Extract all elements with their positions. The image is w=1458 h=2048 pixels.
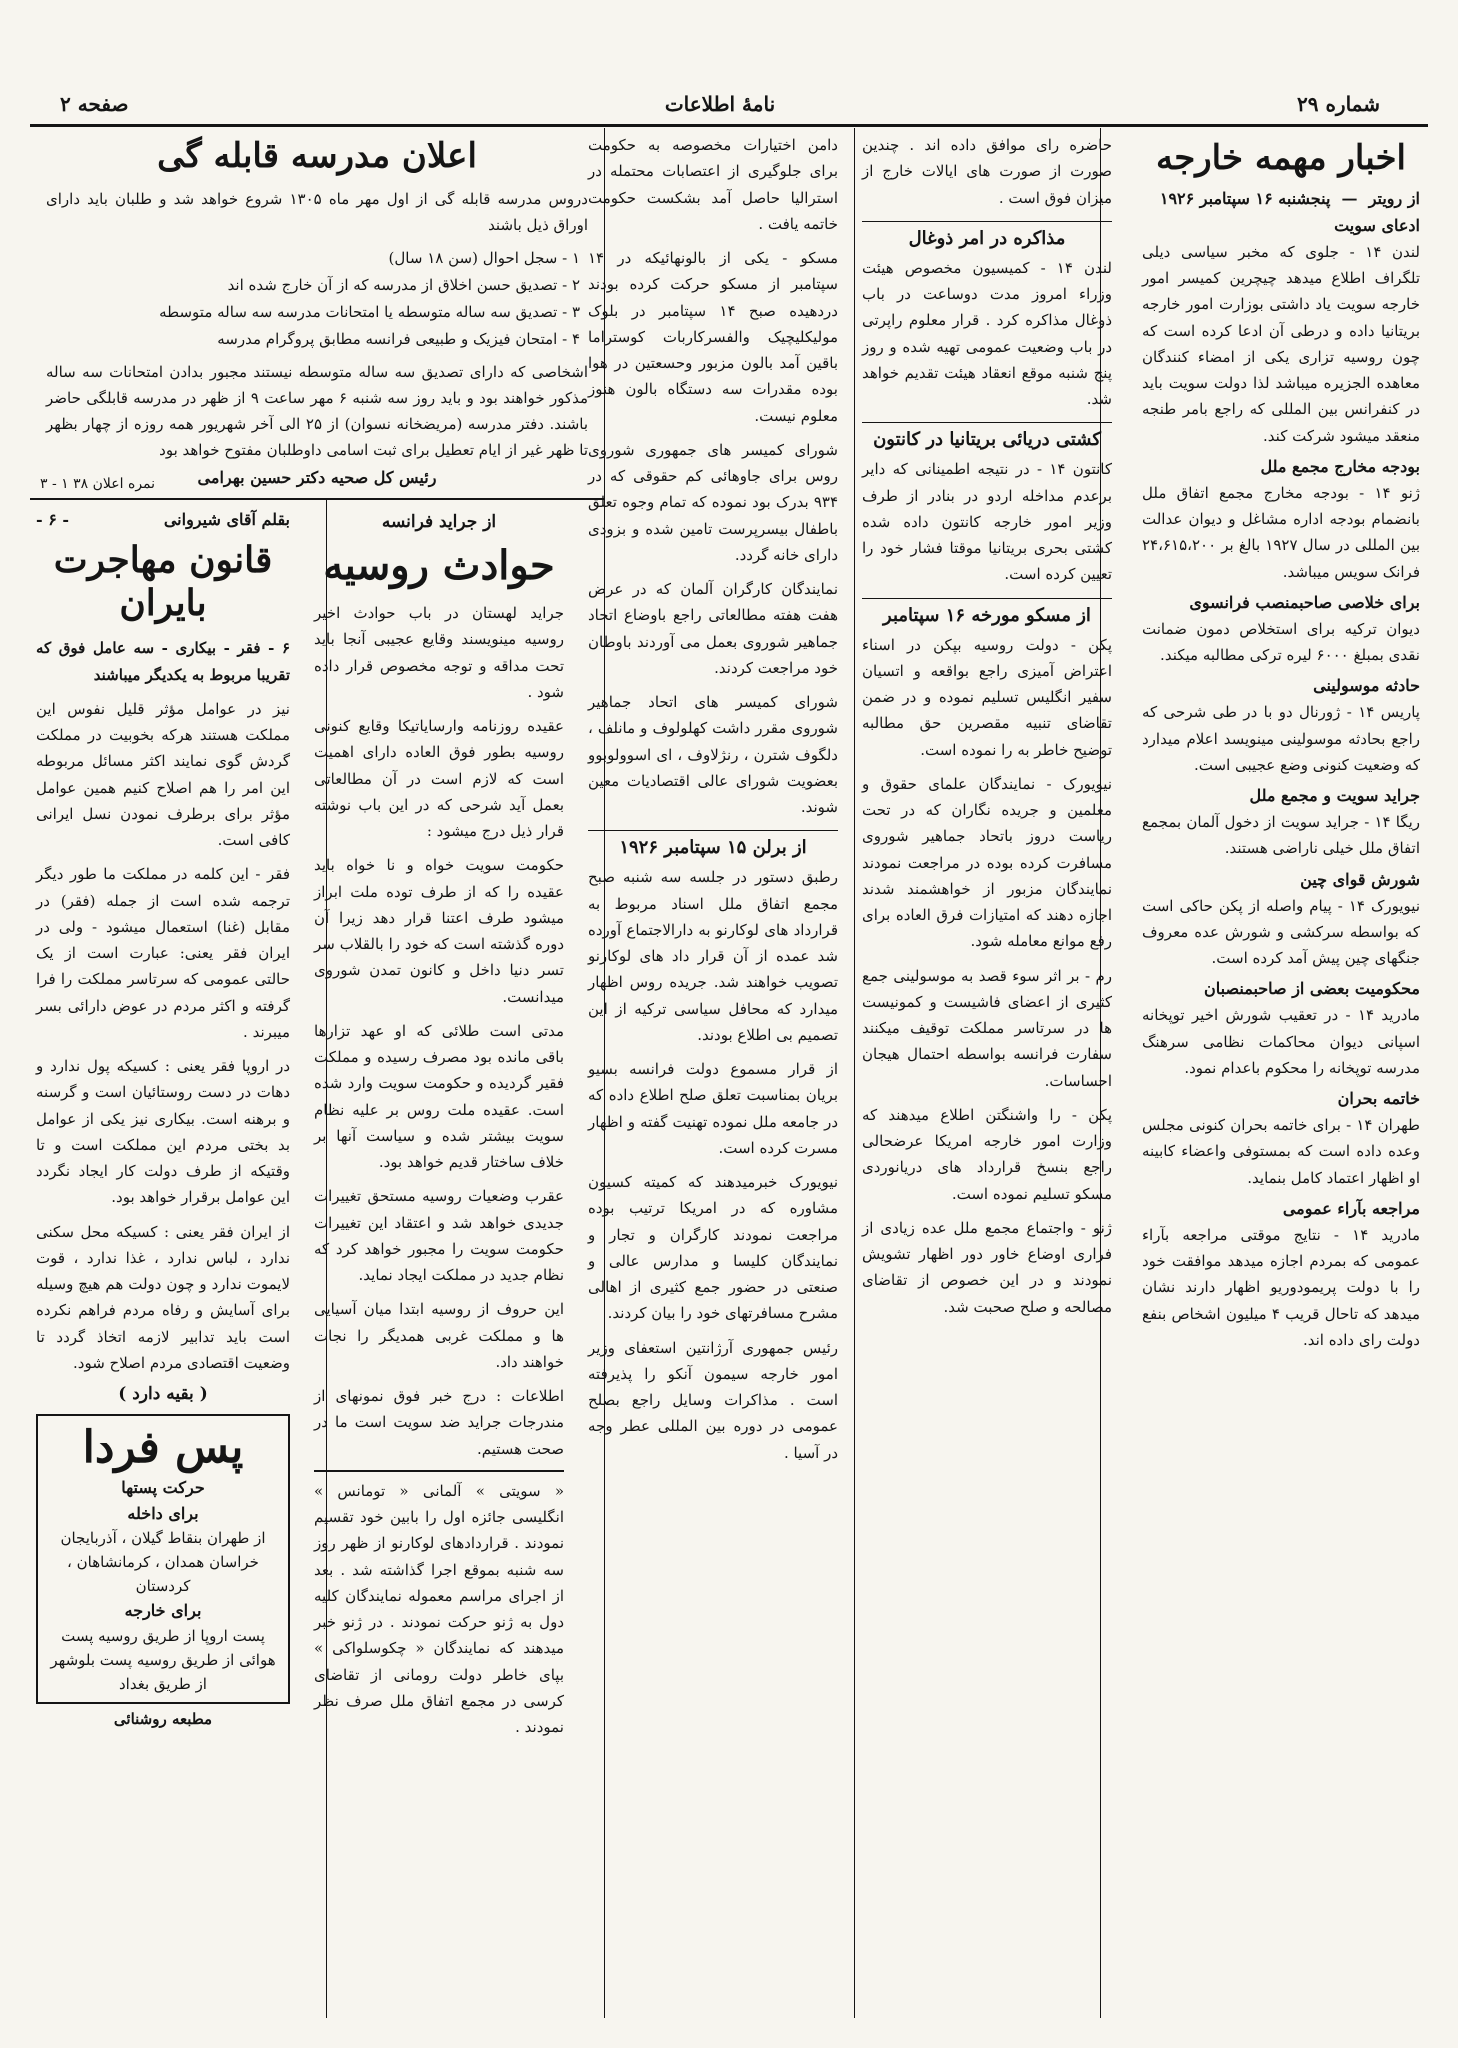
paragraph: نیز در عوامل مؤثر قلیل نفوس این مملکت هستند هرکه بخوبیت در مملکت گردش گوی نمایند اکثر مسائل مربوطه این امر را هم اصلاح کنیم همین عوامل مؤثر برای برطرف نمودن نسل ایرانی کافی است. — [36, 699, 290, 850]
news-body: دیوان ترکیه برای استخلاص دمون ضمانت نقدی بمبلغ ۶۰۰۰ لیره ترکی مطالبه میکند. — [1142, 619, 1420, 665]
news-headline: کشتی دریائی بریتانیا در کانتون — [862, 422, 1112, 450]
notice-text: اشخاصی که دارای تصدیق سه ساله متوسطه نیستند مجبور بدادن امتحانات سه ساله مذکور خواهند بود و باید روز سه شنبه ۶ مهر ساعت ۹ از ظهر در مدرسه قابلگی حاضر باشند. دفتر مدرسه (مریضخانه نسوان) از ۲۵ الی آخر شهریور همه روزه از چهار بظهر تا ظهر غیر از ایام تعطیل برای ثبت اسامی داوطلبان مفتوح خواهد بود — [46, 362, 589, 460]
news-body: کانتون ۱۴ - در نتیجه اطمینانی که داير برعدم مداخله اردو در بنادر از طرف وزیر امور خارجه کانتون داده شده کشتی بحری بریتانیا موقتا فشار خود را تعیین کرده است. — [862, 460, 1112, 584]
news-body: نیویورک خبرمیدهند که کمیته کسیون مشاوره که در امریکا ترتیب بوده مراجعت نمودند کارگران و تجار و نمایندگان کلیسا و مدارس عالی و صنعتی در حضور جمع کثیری از اهالی مشرح مسافرتهای خود را بیان کردند. — [588, 1173, 838, 1323]
news-headline: محکومیت بعضی از صاحبمنصبان — [1204, 979, 1420, 999]
school-notice — [30, 128, 604, 500]
news-headline: برای خلاصی صاحبمنصب فرانسوی — [1189, 592, 1420, 612]
news-headline: از برلن ۱۵ سپتامبر ۱۹۲۶ — [588, 830, 838, 858]
news-body: طهران ۱۴ - برای خاتمه بحران کنونی مجلس وعده داده است که بمستوفی واعضاء کابینه او اظهار اعتماد کامل بنماید. — [1142, 1116, 1420, 1187]
notice-intro: دروس مدرسه قابله گی از اول مهر ماه ۱۳۰۵ شروع خواهد شد و طلبان باید دارای اوراق ذیل باشند — [46, 190, 588, 235]
news-headline: خاتمه بحران — [1337, 1089, 1420, 1109]
dateline: از رویتر — پنجشنبه ۱۶ سپتامبر ۱۹۲۶ — [1159, 188, 1420, 208]
paragraph: شورای کمیسر های اتحاد جماهیر شوروی مقرر داشت کهلولوف و مانلف ، دلگوف شترن ، رنژلاوف ، ای اسوولوبوو بعضویت شورای عالی اقتصادیات معین شوند. — [588, 693, 838, 816]
news-item — [588, 830, 838, 1048]
notice-signature: رئیس کل صحیه دکتر حسین بهرامی — [197, 467, 437, 487]
news-body: مادرید ۱۴ - نتایج موقتی مراجعه بآراء عمومی که بمردم اجازه میدهد موافقت خود را با دولت پریمودوریو اظهار دارند نشان میدهد که تاحال قریب ۴ میلیون اشخاص بنفع دولت رای داده اند. — [1142, 1225, 1421, 1349]
paragraph: جراید لهستان در باب حوادث اخیر روسیه مینویسند وقایع عجیبی آنجا باید تحت مداقه و توجه مخصوص قرار داده شود . — [314, 604, 564, 701]
news-item — [1142, 457, 1420, 585]
news-headline: بودجه مخارج مجمع ملل — [1260, 456, 1420, 476]
section-tag: از جراید فرانسه — [381, 512, 497, 532]
news-body: از قرار مسموع دولت فرانسه بسیو بریان بمناسبت تعلق صلح اطلاع داده که در جامعه ملل نموده تهنیت گفته و اظهار مسرت کرده است. — [588, 1060, 838, 1157]
requirement-item: ۱ - سجل احوال (سن ۱۸ سال) — [388, 248, 580, 267]
column-divider — [854, 128, 855, 2018]
news-item — [1142, 870, 1420, 972]
news-item — [1142, 979, 1420, 1081]
news-headline: ادعای سویت — [1334, 215, 1420, 235]
box-text: از طهران بنقاط گیلان ، آذربایجان خراسان همدان ، کرمانشاهان ، کردستان — [60, 1529, 266, 1596]
paper-name: نامهٔ اطلاعات — [664, 92, 776, 116]
installment-number: - ۶ - — [36, 510, 70, 529]
column-intro: حاضره رای موافق داده اند . چندین صورت از صورت های ایالات خارج از میزان فوق است . — [862, 136, 1112, 207]
paragraph: در اروپا فقر یعنی : کسیکه پول ندارد و دهات در دست روستائیان است و گرسنه و برهنه است. بیکاری نیز یکی از عوامل بد بختی مردم این مملکت است و تا وقتیکه از طرف دولت کار ایجاد نگردد این عوامل برقرار خواهد بود. — [36, 1057, 290, 1207]
page-number: صفحه ۲ — [60, 92, 129, 116]
issue-number: شماره ۲۹ — [1297, 92, 1380, 116]
box-text: پست اروپا از طریق روسیه پست هوائی از طریق روسیه پست بلوشهر از طریق بغداد — [50, 1626, 276, 1693]
news-column-3 — [582, 128, 844, 2018]
news-source: از رویتر — [1368, 188, 1420, 208]
news-body: مادرید ۱۴ - در تعقیب شورش اخیر توپخانه اسپانی دیوان محاکمات نظامی سرهنگ مدرسه توپخانه را محکوم باعدام نمود. — [1142, 1006, 1420, 1077]
paragraph: عقرب وضعیات روسیه مستحق تغییرات جدیدی خواهد شد و اعتقاد این تغییرات حکومت سویت را مجبور خواهد کرد که نظام جدید در مملکت ایجاد نماید. — [314, 1187, 564, 1284]
separator — [314, 1470, 564, 1472]
news-body: ریگا ۱۴ - جراید سویت از دخول آلمان بمجمع اتفاق ملل خیلی ناراضی هستند. — [1142, 813, 1421, 858]
paragraph: اطلاعات : درج خبر فوق نمونهای از مندرجات جراید ضد سویت است ما در صحت هستیم. — [314, 1387, 564, 1458]
paragraph: شورای کمیسر های جمهوری شوروی روس برای جاوهائی کم حقوقی که در ۹۳۴ بدرک بود نموده که تمام وجوه تعلق باطفال بیسرپرست تامین شده و بزودی دارای خانه گردد. — [588, 440, 838, 564]
post-schedule-box — [36, 1414, 290, 1704]
box-subheading: برای داخله — [127, 1503, 199, 1523]
box-subheading: برای خارجه — [124, 1601, 202, 1621]
article-title: حوادث روسیه — [323, 542, 555, 589]
article-title: قانون مهاجرت بایران — [53, 539, 273, 625]
news-headline: حادثه موسولینی — [1313, 676, 1420, 696]
article-subtitle: ۶ - فقر - بیکاری - سه عامل فوق که تقریبا مربوط به یکدیگر میباشند — [36, 639, 290, 684]
news-item — [862, 598, 1112, 763]
news-item — [862, 422, 1112, 587]
news-body: لندن ۱۴ - جلوی که مخبر سیاسی دیلی تلگراف اطلاع میدهد چیچرین کمیسر امور خارجه سویت یاد داشتی بوزارت امور خارجه بریتانیا داده و درطی آن ادعا کرده است که چون روسیه تزاری یکی از امضاء کنندگان معاهده الجزیره میباشد لذا دولت سویت باید در کنفرانس بین المللی که راجع بامر طنجه منعقد میشود شرکت کند. — [1142, 242, 1420, 445]
news-headline: مراجعه بآراء عمومی — [1282, 1198, 1420, 1218]
notice-number: نمره اعلان ۳۸ ۱ - ۳ — [40, 476, 156, 492]
paragraph: « سویتی » آلمانی « تومانس » انگلیسی جائزه اول را بابین خود تقسیم نمودند . قراردادهای لوکارنو از ظهر روز سه شنبه بموقع اجرا گذاشته شد . بعد از اجرای مراسم معموله نمایندگان کلیه دول به ژنو حرکت نمودند . در ژنو خبر میدهند که نمایندگان « چکوسلواکی » بپای خاطر دولت رومانی از تقاضای کرسی در مجمع اتفاق ملل صرف نظر نمودند . — [314, 1481, 564, 1736]
news-body: ژنو - واجتماع مجمع ملل عده زیادی از فراری اوضاع خاور دور اظهار تشویش نمودند و در این خصوص از تقاضای مصالحه و صلح صحبت شد. — [862, 1218, 1112, 1316]
paragraph: نمایندگان کارگران آلمان که در عرض هفت هفته مطالعاتی راجع باوضاع اتحاد جماهیر شوروی بعمل می آوردند باوطان خود مراجعت کردند. — [588, 580, 838, 677]
news-item — [1142, 676, 1420, 778]
news-headline: از مسکو مورخه ۱۶ سپتامبر — [862, 598, 1112, 626]
news-headline: مذاکره در امر ذوغال — [862, 221, 1112, 249]
notice-title: اعلان مدرسه قابله گی — [157, 136, 477, 176]
foreign-news-title: اخبار مهمه خارجه — [1156, 138, 1406, 178]
paragraph: عقیده روزنامه وارسایاتیکا وقایع کنونی روسیه بطور فوق العاده دارای اهمیت است که لازم است در آن مطالعاتی بعمل آید شرحی که در این باب نوشته قرار ذیل درج میشود : — [314, 717, 564, 840]
news-body: رم - بر اثر سوء قصد به موسولینی جمع کثیری از اعضای فاشیست و کمونیست ها در سرتاسر مملکت توقیف میکنند سفارت فرانسه بواسطه احتمال هیجان احساسات. — [862, 966, 1112, 1090]
printer-name: مطبعه روشنائی — [113, 1709, 213, 1728]
box-heading: حرکت پستها — [121, 1477, 205, 1497]
immigration-law-column — [30, 502, 296, 2018]
paragraph: مدتی است طلائی که او عهد تزارها باقی مانده بود مصرف رسیده و مملکت فقیر گردیده و حکومت سویت وارد شده است. عقیده ملت روس بر علیه نظام سویت بیشتر شده و سیاست آنها بر خلاف ساختار قدیم خواهد بود. — [314, 1021, 564, 1171]
news-date: پنجشنبه ۱۶ سپتامبر ۱۹۲۶ — [1159, 188, 1331, 208]
paragraph: این حروف از روسیه ابتدا میان آسیایی ها و مملکت غربی همدیگر را نجات خواهند داد. — [314, 1300, 564, 1371]
news-item — [1142, 1199, 1420, 1353]
column-intro: دامن اختیارات مخصوصه به حکومت برای جلوگیری از اعتصابات محتمله در استرالیا حاصل آمد بشکست حکومت خاتمه یافت . — [588, 136, 838, 233]
russia-events-column — [308, 502, 570, 2018]
box-title: پس فردا — [82, 1422, 244, 1474]
masthead — [60, 88, 1380, 124]
paragraph: از ایران فقر یعنی : کسیکه محل سکنی ندارد ، لباس ندارد ، غذا ندارد ، قوت لایموت ندارد و چون دولت هم هیچ وسیله برای آسایش و رفاه مردم فراهم نکرده است باید تدابیر لازمه اتخاذ گردد تا وضعیت اقتصادی مردم اصلاح شود. — [36, 1222, 290, 1372]
author-line — [36, 510, 290, 529]
masthead-rule — [30, 124, 1428, 127]
news-headline: جراید سویت و مجمع ملل — [1249, 786, 1420, 806]
foreign-news-column — [1136, 128, 1426, 2018]
news-body: پاریس ۱۴ - ژورنال دو با در طی شرحی که راجع بحادثه موسولینی مینویسد اعلام میدارد که وضعیت کنونی وضع عجیبی است. — [1142, 703, 1420, 774]
news-item — [1142, 593, 1420, 669]
news-body: رئیس جمهوری آرژانتین استعفای وزیر امور خارجه سیمون آنکو را پذیرفته است . مذاکرات وسایل راجع بصلح عمومی در دوره بین المللی عطر وجه در آسیا . — [588, 1338, 838, 1462]
news-body: رطبق دستور در جلسه سه شنبه صبح مجمع اتفاق ملل اسناد مربوط به قرارداد های لوکارنو به دارالاجتماع آورده شد عمده از آن قرار داد های لوکارنو تصویب خواهند شد. جریده روس اظهار میدارد که محافل سیاسی ترکیه از این تصمیم بی اطلاع بودند. — [588, 868, 838, 1044]
news-item — [1142, 216, 1420, 449]
news-body: پکن - دولت روسیه بپکن در اسناء اعتراض آمیزی راجع بواقعه و اتسیان سفیر انگلیس تسلیم نموده و در ضمن تقاضای تنبیه مقصرین حق مطالبه توضیح خاطر به را نموده است. — [862, 635, 1112, 759]
news-body: پکن - را واشنگتن اطلاع میدهند که وزارت امور خارجه امریکا عرضحالی راجع بنسخ قرارداد های دریانوردی مسکو تسلیم نموده است. — [862, 1105, 1112, 1203]
news-body: نیویورک - نمایندگان علمای حقوق و معلمین و جریده نگاران که در تحت ریاست دروز باتحاد جماهیر شوروی مسافرت کرده بوده در مراجعت نمودند نمایندگان مزبور از خواهشمند شدند اجازه دهند که امتیازات فرق العاده برای رفع موانع معامله شود. — [862, 774, 1112, 951]
paragraph: مسکو - یکی از بالونهائیکه در ۱۴ سپتامبر از مسکو حرکت کرده بودند دردهیده صبح ۱۴ سپتامبر در بلوک مولیکلیچیک والفسرکاربات کوستراما باقین آمد بالون مزبور وحسعتین در هوا بوده مقدرات سه دستگاه بالون هنوز معلوم نیست. — [588, 249, 838, 425]
paragraph: حکومت سویت خواه و نا خواه باید عقیده را که از طرف توده ملت ابراز میشود طرف اعتنا قرار دهد زیرا آن دوره گذشته است که خود را بالقلاب سر تسر دنیا داخل و کانون تمدن شوروی میدانست. — [314, 856, 564, 1006]
paragraph: فقر - این کلمه در مملکت ما طور دیگر ترجمه شده است از جمله (فقر) در مقابل (غنا) استعمال میشود - ولی در ایران فقر یعنی: عبارت است از یک حالتی عمومی که سرتاسر مملکت را فرا گرفته و اکثر مردم در عوض دارائی بسر میبرند . — [36, 865, 290, 1041]
news-body: نیویورک ۱۴ - پیام واصله از پکن حاکی است که بواسطه سرکشی و شورش عده معروف جنگهای چین پیش آمد کرده است. — [1142, 896, 1421, 968]
news-item — [862, 221, 1112, 413]
news-item — [1142, 786, 1420, 862]
requirement-item: ۴ - امتحان فیزیک و طبیعی فرانسه مطابق پروگرام مدرسه — [217, 329, 580, 348]
author: بقلم آقای شیروانی — [163, 510, 290, 529]
news-body: ژنو ۱۴ - بودجه مخارج مجمع اتفاق ملل بانضمام بودجه اداره مشاغل و دیوان عدالت بین المللی در سال ۱۹۲۷ بالغ بر ۲۴،۶۱۵،۲۰۰ فرانک سویس میباشد. — [1142, 483, 1420, 581]
news-column-2 — [856, 128, 1118, 2018]
requirement-item: ۲ - تصدیق حسن اخلاق از مدرسه که از آن خارج شده اند — [227, 275, 580, 294]
news-headline: شورش قوای چین — [1300, 869, 1420, 889]
requirement-item: ۳ - تصدیق سه ساله متوسطه یا امتحانات مدرسه سه ساله متوسطه — [159, 302, 580, 321]
news-body: لندن ۱۴ - کمیسیون مخصوص هیئت وزراء امروز مدت دوساعت در باب ذوغال مذاکره کرد . قرار معلوم راپرتی در باب وضعیت عمومی تهیه شده و روز پنج شنبه موقع انعقاد هیئت تقدیم خواهد شد. — [862, 258, 1112, 408]
news-item — [1142, 1089, 1420, 1191]
continued-note: ( بقیه دارد ) — [118, 1384, 208, 1405]
notice-requirements — [30, 245, 580, 353]
